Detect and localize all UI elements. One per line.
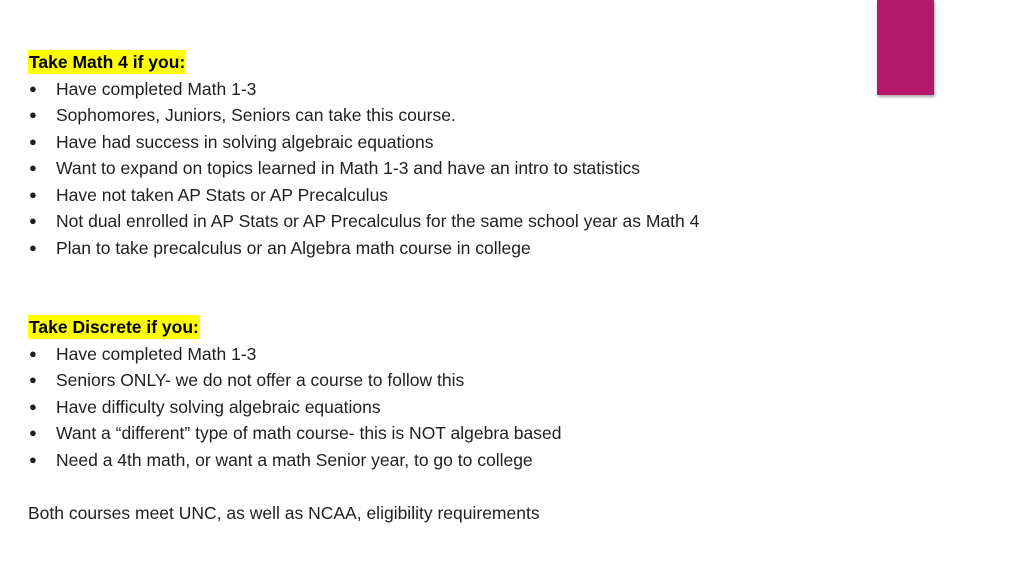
- bullet-icon: ●: [29, 80, 37, 96]
- discrete-list: [28, 341, 928, 474]
- list-item-text: Have had success in solving algebraic equations: [56, 131, 434, 152]
- bullet-icon: ●: [29, 160, 37, 175]
- list-item: [28, 155, 928, 182]
- list-item: [28, 341, 928, 368]
- list-item-text: Have not taken AP Stats or AP Precalculus: [56, 184, 389, 205]
- math4-section: [28, 49, 928, 261]
- discrete-heading: Take Discrete if you:: [29, 317, 199, 337]
- bullet-icon: ●: [29, 213, 37, 228]
- list-item-text: Want a “different” type of math course- this is NOT algebra based: [56, 423, 562, 443]
- list-item-text: Seniors ONLY- we do not offer a course to follow this: [56, 370, 465, 390]
- list-item-text: Have completed Math 1-3: [56, 78, 257, 99]
- list-item-text: Want to expand on topics learned in Math 1-3 and have an intro to statistics: [56, 158, 640, 178]
- list-item: [28, 129, 928, 156]
- list-item: [28, 76, 928, 103]
- list-item: [28, 394, 928, 421]
- bullet-icon: ●: [29, 372, 37, 387]
- discrete-section: [28, 314, 928, 473]
- slide-content: [28, 49, 928, 527]
- list-item: [28, 367, 928, 394]
- bullet-icon: ●: [29, 107, 37, 122]
- bullet-icon: ●: [29, 133, 37, 149]
- list-item: [28, 235, 928, 262]
- math4-heading: Take Math 4 if you:: [29, 52, 186, 72]
- bullet-icon: ●: [29, 239, 37, 255]
- list-item-text: Sophomores, Juniors, Seniors can take this course.: [56, 105, 456, 125]
- list-item: [28, 420, 928, 447]
- eligibility-note: Both courses meet UNC, as well as NCAA, eligibility requirements: [28, 503, 540, 523]
- bullet-icon: ●: [29, 425, 37, 440]
- list-item: [28, 447, 928, 474]
- list-item-text: Not dual enrolled in AP Stats or AP Precalculus for the same school year as Math 4: [56, 211, 700, 231]
- bullet-icon: ●: [29, 186, 37, 202]
- list-item-text: Have difficulty solving algebraic equations: [56, 396, 381, 417]
- bullet-icon: ●: [29, 398, 37, 414]
- list-item-text: Need a 4th math, or want a math Senior year, to go to college: [56, 449, 533, 470]
- bullet-icon: ●: [29, 451, 37, 467]
- math4-list: [28, 76, 928, 262]
- list-item: [28, 102, 928, 129]
- bullet-icon: ●: [29, 345, 37, 361]
- list-item-text: Plan to take precalculus or an Algebra math course in college: [56, 237, 531, 258]
- list-item: [28, 208, 928, 235]
- list-item: [28, 182, 928, 209]
- list-item-text: Have completed Math 1-3: [56, 343, 257, 364]
